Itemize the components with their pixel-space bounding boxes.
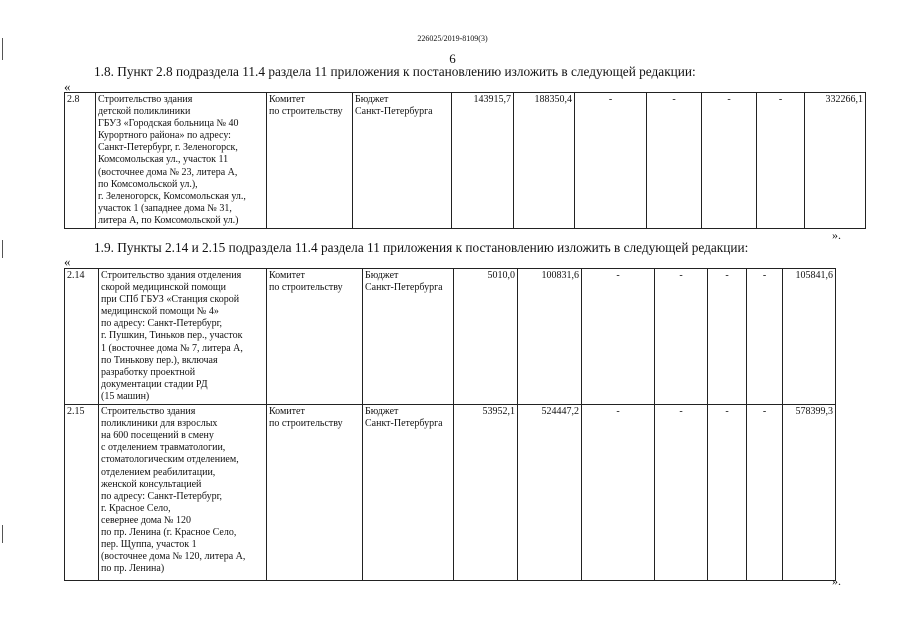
margin-mark	[2, 240, 3, 258]
page-number: 6	[449, 51, 456, 66]
row-value-4: -	[655, 269, 708, 405]
section2-intro: 1.9. Пункты 2.14 и 2.15 подраздела 11.4 раздела 11 приложения к постановлению изложить в следующей редакции:	[94, 240, 749, 255]
row-value-4: -	[655, 405, 708, 581]
table-row	[65, 93, 866, 229]
section1-open-quote: «	[64, 79, 71, 94]
row-customer: Комитет по строительству	[267, 269, 363, 405]
section2-close-quote: ».	[832, 574, 841, 588]
row-funding-source: Бюджет Санкт-Петербурга	[353, 93, 452, 229]
row-description: Строительство здания поликлиники для взрослых на 600 посещений в смену с отделением травматологии, стоматологическим отделением, отделением реабилитации, женской консультацией по адресу: Санкт-Петербург, г. Красное Село, севернее дома № 120 по пр. Ленина (г. Красное Село, пер. Щуппа, участок 1 (восточнее дома № 120, литера А, по пр. Ленина)	[99, 405, 267, 581]
section2-table	[64, 268, 836, 581]
row-value-2: 188350,4	[514, 93, 575, 229]
table-row	[65, 405, 836, 581]
margin-mark	[2, 525, 3, 543]
row-funding-source: Бюджет Санкт-Петербурга	[363, 269, 454, 405]
document-number: 226025/2019-8109(3)	[417, 34, 488, 43]
row-id: 2.14	[65, 269, 99, 405]
row-description: Строительство здания детской поликлиники ГБУЗ «Городская больница № 40 Курортного района» по адресу: Санкт-Петербург, г. Зеленогорск, Комсомольская ул., участок 11 (восточнее дома № 23, литера А, по Комсомольской ул.), г. Зеленогорск, Комсомольская ул., участок 1 (западнее дома № 31, литера А, по Комсомольской ул.)	[96, 93, 267, 229]
row-value-3: -	[582, 269, 655, 405]
row-value-5: -	[702, 93, 757, 229]
section1-table	[64, 92, 866, 229]
row-id: 2.15	[65, 405, 99, 581]
row-customer: Комитет по строительству	[267, 405, 363, 581]
row-description: Строительство здания отделения скорой медицинской помощи при СПб ГБУЗ «Станция скорой медицинской помощи № 4» по адресу: Санкт-Петербург, г. Пушкин, Тиньков пер., участок 1 (восточнее дома № 7, литера А, по Тинькову пер.), включая разработку проектной документации стадии РД (15 машин)	[99, 269, 267, 405]
row-value-1: 5010,0	[454, 269, 518, 405]
row-value-6: -	[747, 269, 783, 405]
row-total: 578399,3	[783, 405, 836, 581]
row-value-3: -	[582, 405, 655, 581]
section1-intro: 1.8. Пункт 2.8 подраздела 11.4 раздела 11 приложения к постановлению изложить в следующей редакции:	[94, 64, 696, 79]
section1-close-quote: ».	[832, 228, 841, 242]
row-total: 332266,1	[805, 93, 866, 229]
row-value-5: -	[708, 405, 747, 581]
row-value-6: -	[747, 405, 783, 581]
row-value-2: 524447,2	[518, 405, 582, 581]
section2-open-quote: «	[64, 254, 71, 269]
row-customer: Комитет по строительству	[267, 93, 353, 229]
row-value-6: -	[757, 93, 805, 229]
row-total: 105841,6	[783, 269, 836, 405]
row-value-2: 100831,6	[518, 269, 582, 405]
row-value-1: 53952,1	[454, 405, 518, 581]
row-value-4: -	[647, 93, 702, 229]
row-id: 2.8	[65, 93, 96, 229]
table-row	[65, 269, 836, 405]
row-value-1: 143915,7	[452, 93, 514, 229]
row-value-5: -	[708, 269, 747, 405]
row-funding-source: Бюджет Санкт-Петербурга	[363, 405, 454, 581]
row-value-3: -	[575, 93, 647, 229]
